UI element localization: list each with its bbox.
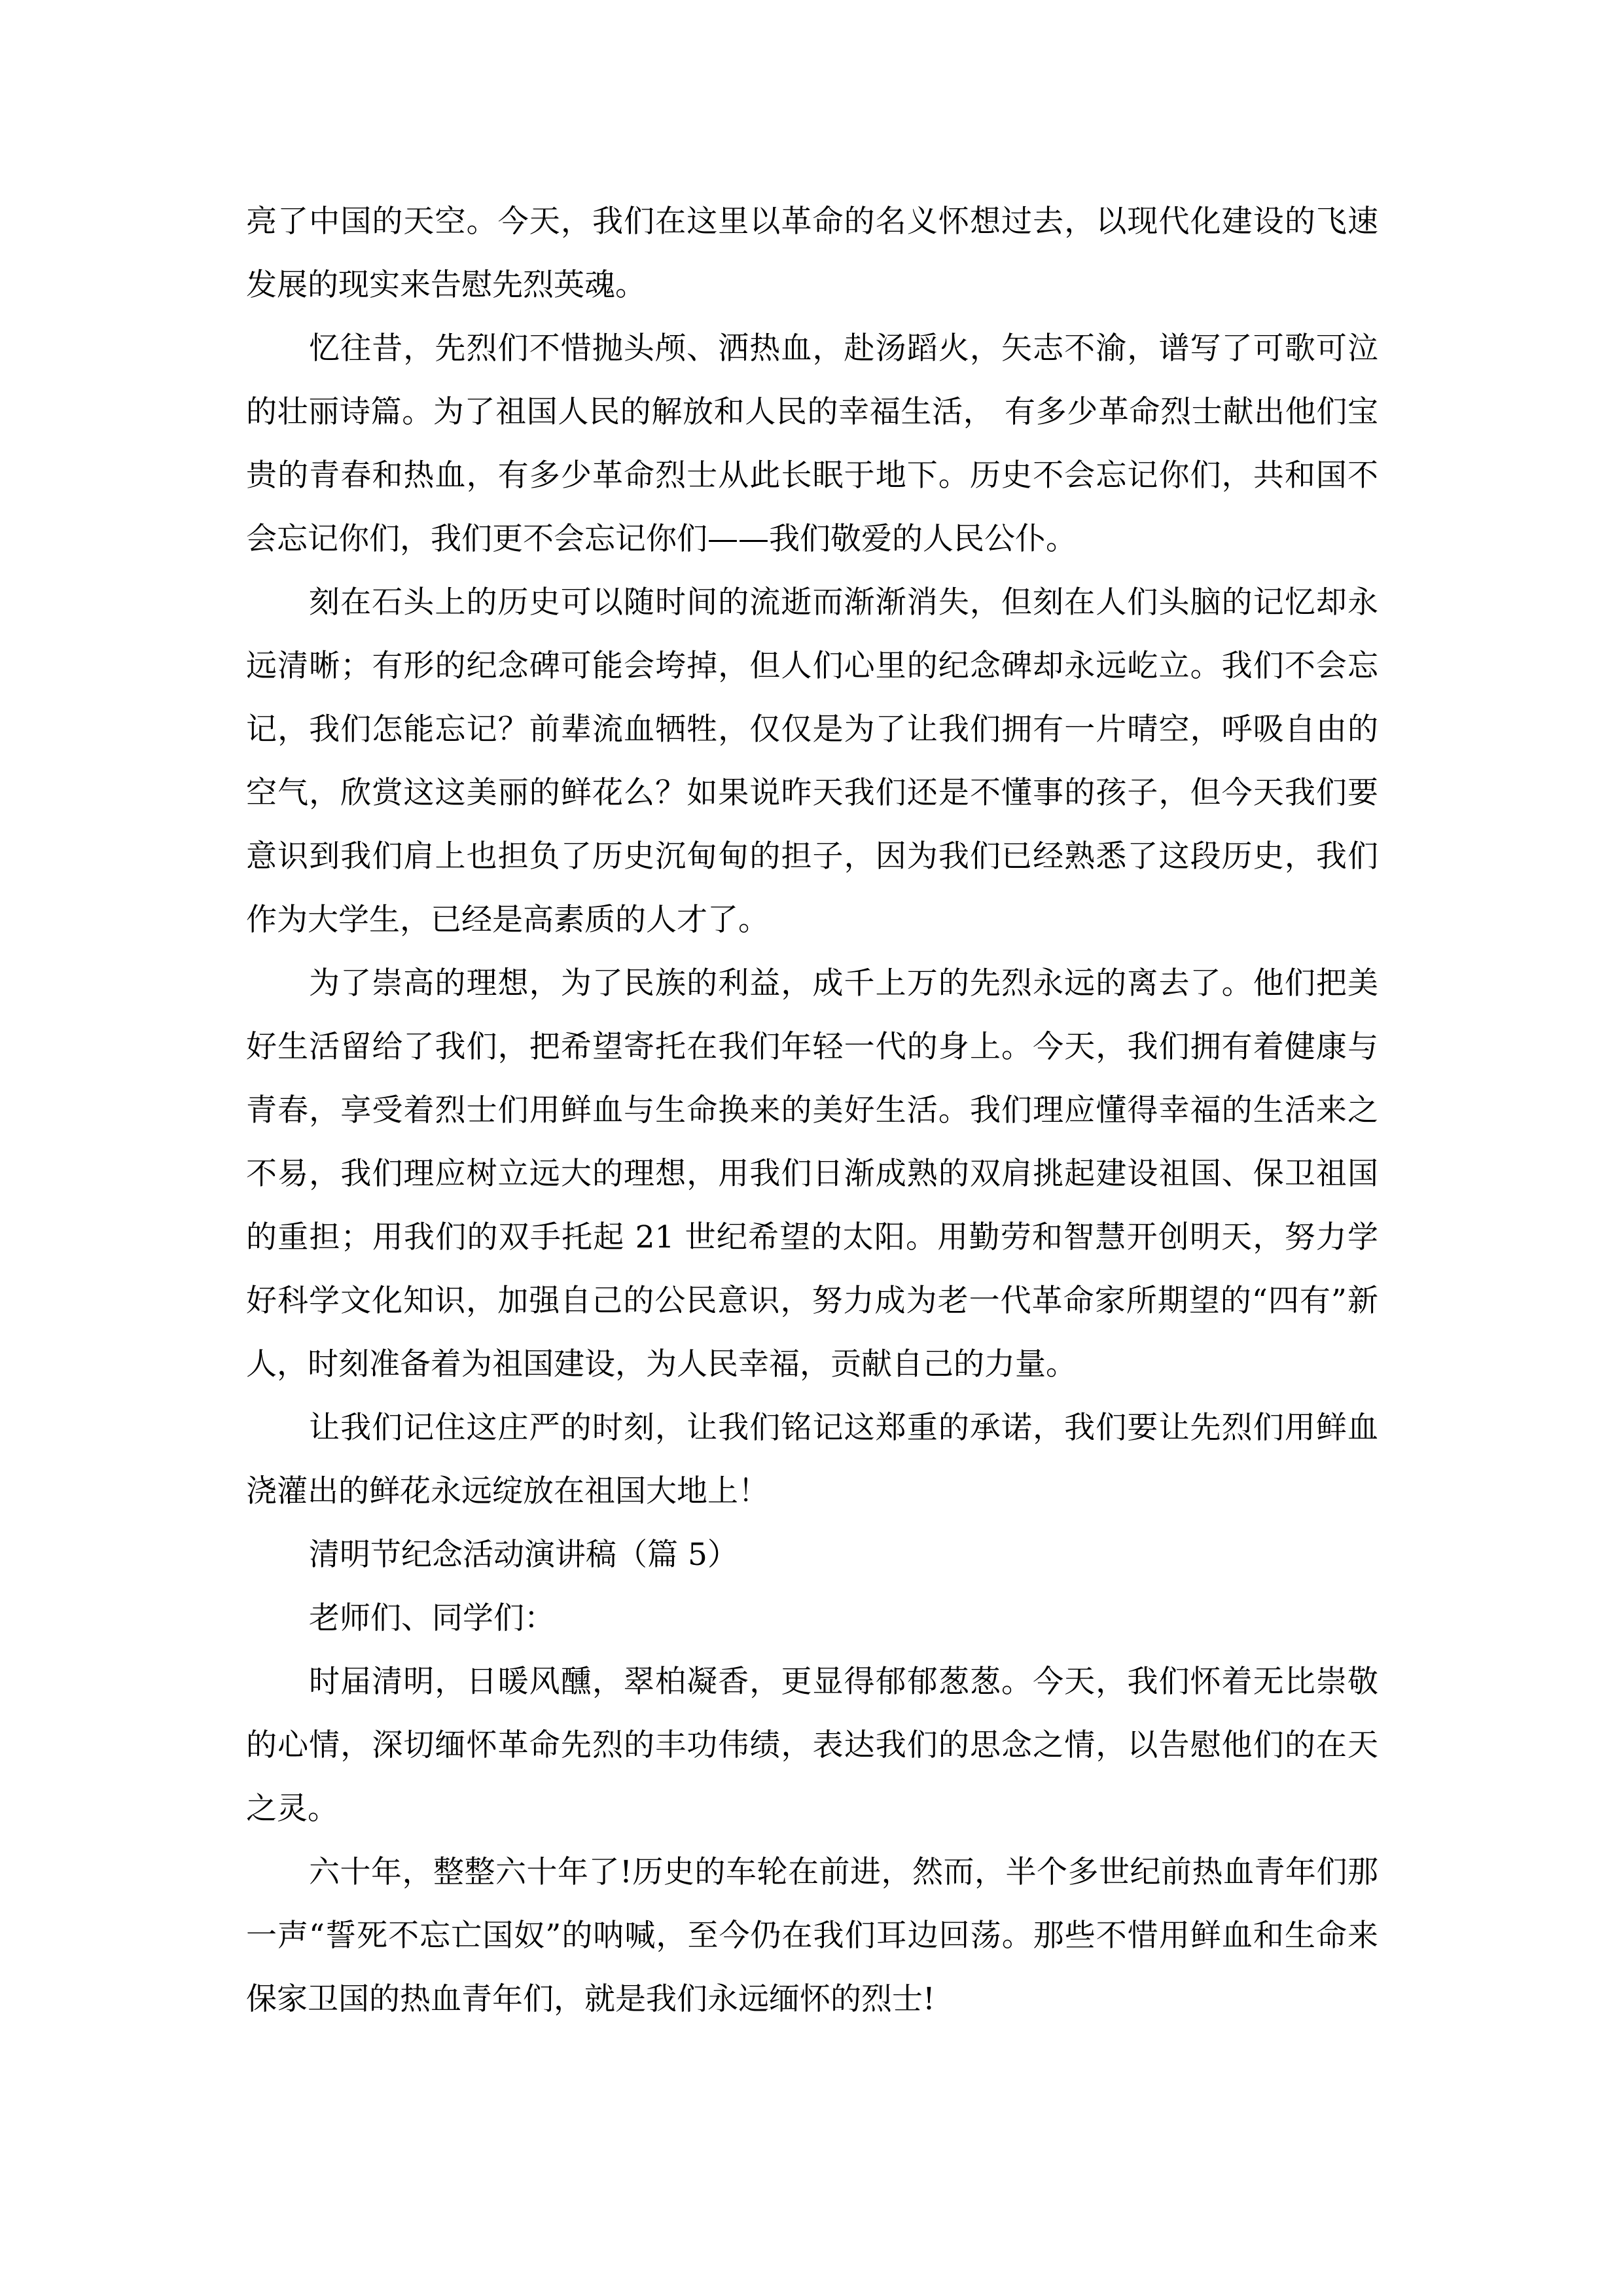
paragraph: 六十年，整整六十年了!历史的车轮在前进，然而，半个多世纪前热血青年们那一声“誓死不忘亡国奴”的呐喊，至今仍在我们耳边回荡。那些不惜用鲜血和生命来保家卫国的热血青年们，就是我们永远缅怀的烈士! (246, 1854, 1378, 2017)
document-body (246, 190, 1378, 2031)
paragraph: 为了崇高的理想，为了民族的利益，成千上万的先烈永远的离去了。他们把美好生活留给了我们，把希望寄托在我们年轻一代的身上。今天，我们拥有着健康与青春，享受着烈士们用鲜血与生命换来的美好生活。我们理应懂得幸福的生活来之不易，我们理应树立远大的理想，用我们日渐成熟的双肩挑起建设祖国、保卫祖国的重担；用我们的双手托起 21 世纪希望的太阳。用勤劳和智慧开创明天，努力学好科学文化知识，加强自己的公民意识，努力成为老一代革命家所期望的“四有”新人，时刻准备着为祖国建设，为人民幸福，贡献自己的力量。 (246, 965, 1378, 1382)
paragraph: 刻在石头上的历史可以随时间的流逝而渐渐消失，但刻在人们头脑的记忆却永远清晰；有形的纪念碑可能会垮掉，但人们心里的纪念碑却永远屹立。我们不会忘记，我们怎能忘记？前辈流血牺牲，仅仅是为了让我们拥有一片晴空，呼吸自由的空气，欣赏这这美丽的鲜花么？如果说昨天我们还是不懂事的孩子，但今天我们要意识到我们肩上也担负了历史沉甸甸的担子，因为我们已经熟悉了这段历史，我们作为大学生，已经是高素质的人才了。 (246, 584, 1378, 938)
section-heading: 清明节纪念活动演讲稿（篇 5） (309, 1537, 738, 1573)
salutation: 老师们、同学们： (309, 1600, 555, 1636)
paragraph: 让我们记住这庄严的时刻，让我们铭记这郑重的承诺，我们要让先烈们用鲜血浇灌出的鲜花永远绽放在祖国大地上！ (246, 1410, 1378, 1509)
paragraph: 忆往昔，先烈们不惜抛头颅、洒热血，赴汤蹈火，矢志不渝，谱写了可歌可泣的壮丽诗篇。为了祖国人民的解放和人民的幸福生活， 有多少革命烈士献出他们宝贵的青春和热血，有多少革命烈士从此长眠于地下。历史不会忘记你们，共和国不会忘记你们，我们更不会忘记你们——我们敬爱的人民公仆。 (246, 331, 1378, 557)
paragraph: 时届清明，日暖风醺，翠柏凝香，更显得郁郁葱葱。今天，我们怀着无比崇敬的心情，深切缅怀革命先烈的丰功伟绩，表达我们的思念之情，以告慰他们的在天之灵。 (246, 1664, 1378, 1827)
paragraph: 亮了中国的天空。今天，我们在这里以革命的名义怀想过去，以现代化建设的飞速发展的现实来告慰先烈英魂。 (246, 204, 1378, 303)
